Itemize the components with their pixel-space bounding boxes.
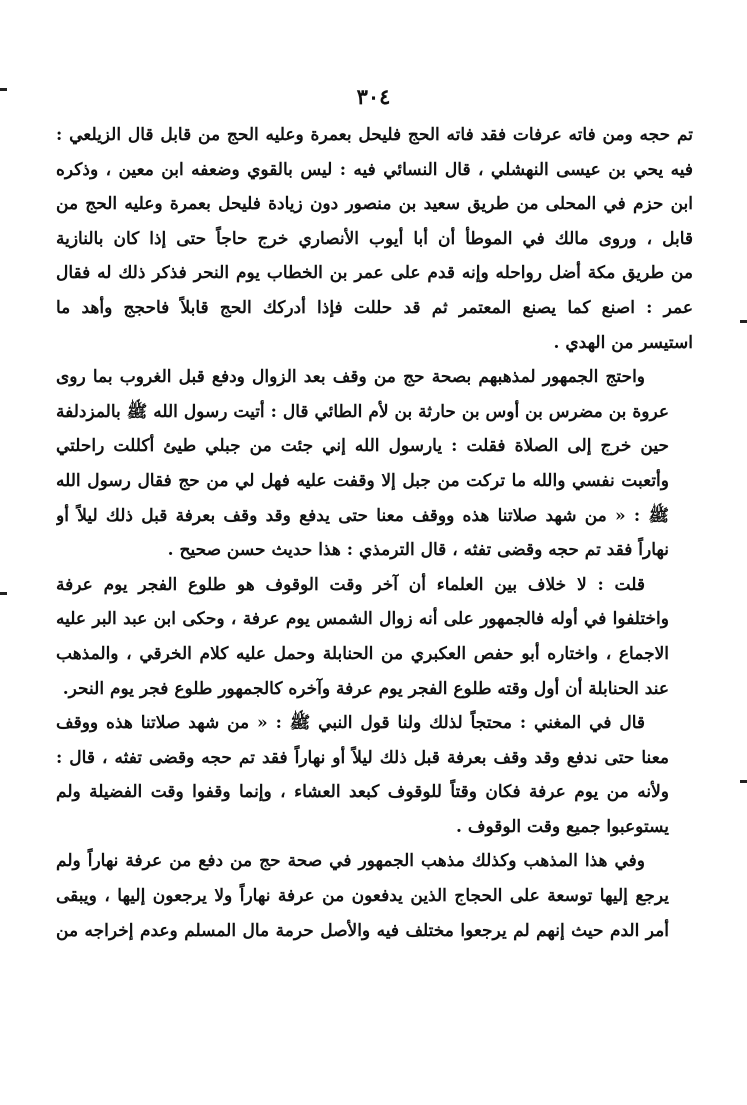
scan-edge-mark <box>0 592 7 595</box>
scan-edge-mark <box>740 780 747 783</box>
text-body <box>56 118 693 948</box>
text-line: فيه يحي بن عيسى النهشلي ، قال النسائي فيه : ليس بالقوي وضعفه ابن معين ، وذكره <box>56 159 693 180</box>
text-line: نهاراً فقد تم حجه وقضى تفثه ، قال الترمذي : هذا حديث حسن صحيح . <box>167 540 669 561</box>
text-line: قابل ، وروى مالك في الموطأ أن أبا أيوب الأنصاري خرج حاجاً حتى إذا كان بالنازية <box>56 228 693 249</box>
text-line: عند الحنابلة أن أول وقته طلوع الفجر يوم عرفة وآخره كالجمهور طلوع فجر يوم النحر. <box>62 678 669 699</box>
text-line: ولأنه من يوم عرفة فكان وقتاً للوقوف كبعد العشاء ، وإنما وقفوا وقت الفضيلة ولم <box>56 782 669 803</box>
text-line: تم حجه ومن فاته عرفات فقد فاته الحج فليحل بعمرة وعليه الحج من قابل قال الزيلعي : <box>56 125 693 145</box>
text-line: واحتج الجمهور لمذهبهم بصحة حج من وقف بعد الزوال ودفع قبل الغروب بما روى <box>56 367 645 388</box>
paragraph-4 <box>56 706 693 844</box>
text-line: ابن حزم في المحلى من طريق سعيد بن منصور دون زيادة فليحل بعمرة وعليه الحج من <box>56 194 693 215</box>
text-line: يرجع إليها توسعة على الحجاج الذين يدفعون من عرفة نهاراً ولا يرجعون إليها ، ويبقى <box>56 886 669 907</box>
page-number: ٣٠٤ <box>356 84 391 109</box>
text-line: وأتعبت نفسي والله ما تركت من جبل إلا وقفت عليه فهل لي من حج فقال رسول الله <box>56 470 669 491</box>
text-line: ﷺ : « من شهد صلاتنا هذه ووقف معنا حتى يدفع وقد وقف بعرفة قبل ذلك ليلاً أو <box>56 505 669 526</box>
text-line: أمر الدم حيث إنهم لم يرجعوا مختلف فيه والأصل حرمة مال المسلم وعدم إخراجه من <box>56 920 669 941</box>
text-line: معنا حتى ندفع وقد وقف بعرفة قبل ذلك ليلاً أو نهاراً فقد تم حجه وقضى تفثه ، قال : <box>56 747 669 768</box>
paragraph-3 <box>56 568 693 706</box>
text-line: الاجماع ، واختاره أبو حفص العكبري من الحنابلة وحمل عليه كلام الخرقي ، والمذهب <box>56 643 669 664</box>
text-line: حين خرج إلى الصلاة فقلت : يارسول الله إني جئت من جبلي طيئ أكللت راحلتي <box>56 436 669 457</box>
text-line: عمر : اصنع كما يصنع المعتمر ثم قد حللت فإذا أدركك الحج قابلاً فاحجج وأهد ما <box>56 297 693 318</box>
text-line: من طريق مكة أضل رواحله وإنه قدم على عمر بن الخطاب يوم النحر فذكر ذلك له فقال <box>56 263 693 284</box>
text-line: عروة بن مضرس بن أوس بن حارثة بن لأم الطائي قال : أتيت رسول الله ﷺ بالمزدلفة <box>56 401 669 422</box>
text-line: قلت : لا خلاف بين العلماء أن آخر وقت الوقوف هو طلوع الفجر يوم عرفة <box>56 574 645 595</box>
text-line: يستوعبوا جميع وقت الوقوف . <box>456 816 669 837</box>
scan-edge-mark <box>740 320 747 323</box>
paragraph-1 <box>56 118 693 360</box>
text-line: واختلفوا في أوله فالجمهور على أنه زوال الشمس يوم عرفة ، وحكى ابن عبد البر عليه <box>56 609 669 630</box>
text-line: استيسر من الهدي . <box>553 332 693 353</box>
text-line: وفي هذا المذهب وكذلك مذهب الجمهور في صحة حج من دفع من عرفة نهاراً ولم <box>56 851 645 872</box>
paragraph-2 <box>56 360 693 568</box>
paragraph-5 <box>56 844 693 948</box>
text-line: قال في المغني : محتجاً لذلك ولنا قول النبي ﷺ : « من شهد صلاتنا هذه ووقف <box>56 713 645 734</box>
